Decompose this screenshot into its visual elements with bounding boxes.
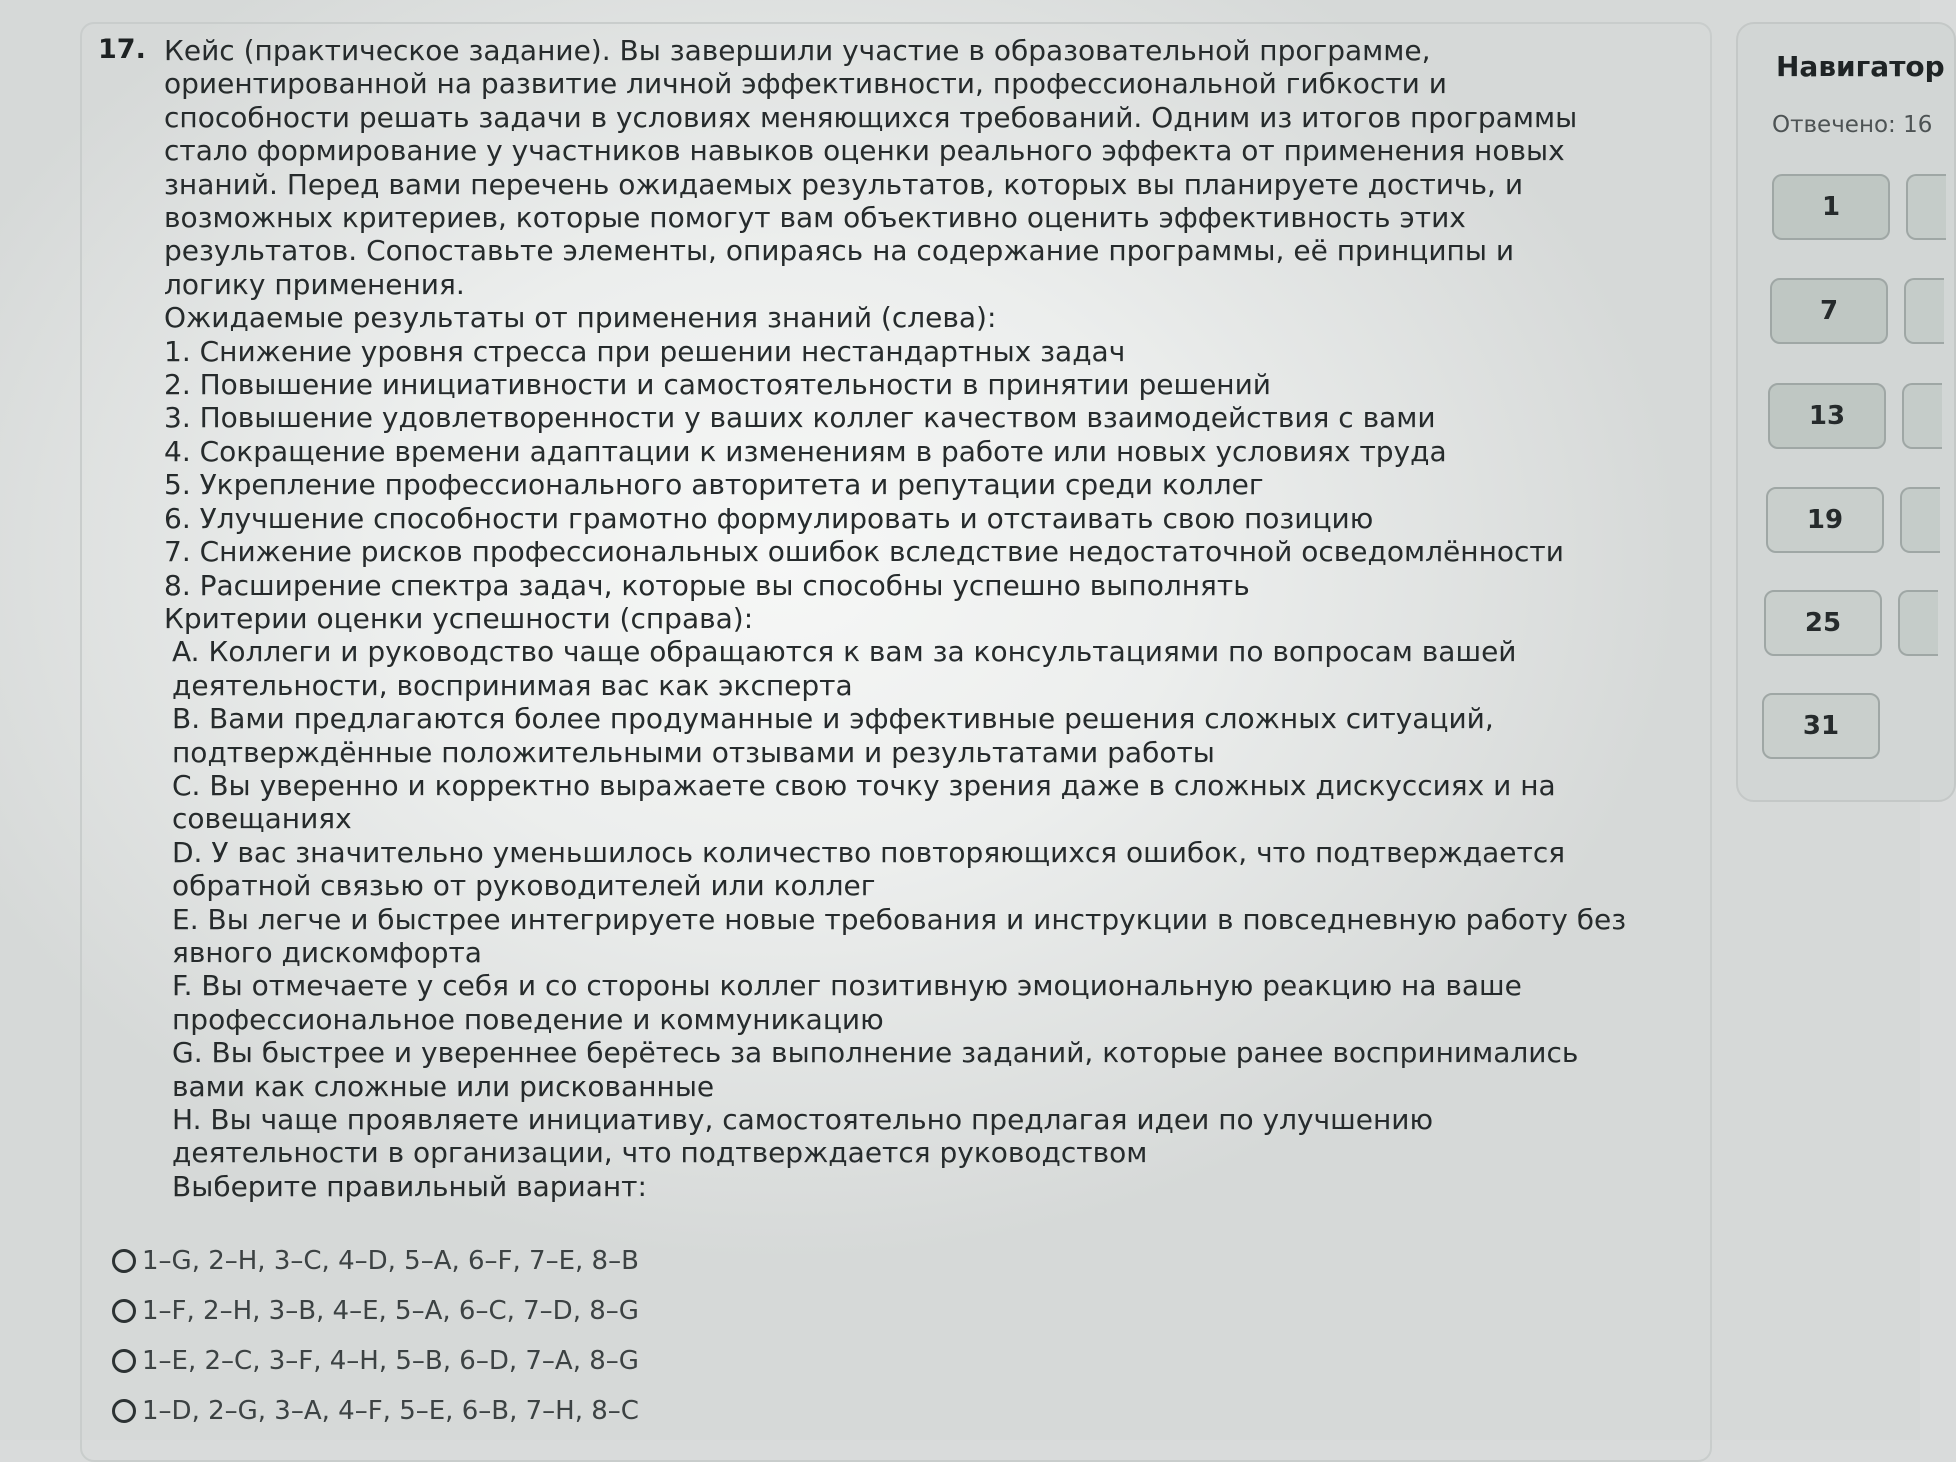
result-item: 3. Повышение удовлетворенности у ваших коллег качеством взаимодействия с вами	[164, 401, 1436, 435]
criterion-line: обратной связью от руководителей или коллег	[172, 869, 876, 903]
criterion-line: подтверждённые положительными отзывами и результатами работы	[172, 735, 1215, 769]
result-item: 7. Снижение рисков профессиональных ошибок вследствие недостаточной осведомлённости	[164, 535, 1564, 569]
criterion-item	[164, 969, 1704, 1036]
navigator-title: Навигатор	[1776, 50, 1945, 83]
radio-button[interactable]	[112, 1249, 136, 1273]
radio-button[interactable]	[112, 1299, 136, 1323]
criterion-item	[164, 836, 1704, 903]
nav-question-button[interactable]	[1904, 278, 1944, 344]
criterion-line: вами как сложные или рискованные	[172, 1069, 715, 1103]
criteria-list	[164, 635, 1704, 1170]
result-item: 1. Снижение уровня стресса при решении нестандартных задач	[164, 334, 1126, 368]
criterion-line: E. Вы легче и быстрее интегрируете новые требования и инструкции в повседневную работу без	[172, 902, 1627, 936]
intro-line: Кейс (практическое задание). Вы завершили участие в образовательной программе,	[164, 34, 1431, 67]
criterion-item	[164, 903, 1704, 970]
criterion-line: явного дискомфорта	[172, 935, 482, 969]
option-label: 1–E, 2–C, 3–F, 4–H, 5–B, 6–D, 7–A, 8–G	[142, 1346, 639, 1376]
nav-question-button[interactable]	[1906, 174, 1946, 240]
intro-line: ориентированной на развитие личной эффективности, профессиональной гибкости и	[164, 67, 1447, 101]
criterion-item	[164, 1103, 1704, 1170]
result-item: 8. Расширение спектра задач, которые вы способны успешно выполнять	[164, 568, 1250, 602]
results-heading: Ожидаемые результаты от применения знаний (слева):	[164, 301, 997, 335]
question-body	[164, 34, 1704, 1203]
question-intro	[164, 34, 1704, 301]
criterion-line: B. Вами предлагаются более продуманные и эффективные решения сложных ситуаций,	[172, 702, 1494, 736]
intro-line: результатов. Сопоставьте элементы, опираясь на содержание программы, её принципы и	[164, 234, 1515, 268]
result-item: 6. Улучшение способности грамотно формулировать и отстаивать свою позицию	[164, 501, 1374, 535]
criterion-item	[164, 1036, 1704, 1103]
answer-option-3[interactable]	[112, 1336, 639, 1386]
criterion-line: F. Вы отмечаете у себя и со стороны коллег позитивную эмоциональную реакцию на ваше	[172, 969, 1522, 1003]
answered-count: Отвечено: 16	[1772, 112, 1933, 138]
criterion-line: H. Вы чаще проявляете инициативу, самостоятельно предлагая идеи по улучшению	[172, 1103, 1434, 1136]
intro-line: логику применения.	[164, 267, 465, 301]
option-label: 1–G, 2–H, 3–C, 4–D, 5–A, 6–F, 7–E, 8–B	[142, 1246, 639, 1276]
intro-line: способности решать задачи в условиях меняющихся требований. Одним из итогов программы	[164, 100, 1578, 134]
criterion-line: деятельности, воспринимая вас как эксперта	[172, 668, 853, 702]
criterion-line: G. Вы быстрее и увереннее берётесь за выполнение заданий, которые ранее воспринимались	[172, 1036, 1579, 1070]
result-item: 2. Повышение инициативности и самостоятельности в принятии решений	[164, 368, 1271, 402]
nav-question-button[interactable]	[1900, 487, 1940, 553]
intro-line: знаний. Перед вами перечень ожидаемых результатов, которых вы планируете достичь, и	[164, 167, 1524, 201]
criterion-item	[164, 635, 1704, 702]
intro-line: стало формирование у участников навыков оценки реального эффекта от применения новых	[164, 134, 1565, 168]
nav-question-button[interactable]: 25	[1764, 590, 1882, 656]
question-number: 17.	[98, 34, 146, 65]
radio-button[interactable]	[112, 1399, 136, 1423]
results-list	[164, 335, 1704, 602]
answer-options	[112, 1236, 639, 1436]
criterion-item	[164, 769, 1704, 836]
answer-option-2[interactable]	[112, 1286, 639, 1336]
nav-question-button[interactable]: 19	[1766, 487, 1884, 553]
criteria-heading: Критерии оценки успешности (справа):	[164, 601, 754, 635]
option-label: 1–F, 2–H, 3–B, 4–E, 5–A, 6–C, 7–D, 8–G	[142, 1296, 639, 1326]
answer-option-1[interactable]	[112, 1236, 639, 1286]
criterion-item	[164, 702, 1704, 769]
intro-line: возможных критериев, которые помогут вам объективно оценить эффективность этих	[164, 201, 1466, 235]
criterion-line: совещаниях	[172, 802, 352, 836]
nav-question-button[interactable]	[1902, 383, 1942, 449]
nav-question-button[interactable]: 7	[1770, 278, 1888, 344]
criterion-line: деятельности в организации, что подтверждается руководством	[172, 1136, 1148, 1170]
criterion-line: A. Коллеги и руководство чаще обращаются к вам за консультациями по вопросам вашей	[172, 635, 1517, 669]
nav-question-button[interactable]: 13	[1768, 383, 1886, 449]
criterion-line: D. У вас значительно уменьшилось количество повторяющихся ошибок, что подтверждается	[172, 835, 1566, 869]
radio-button[interactable]	[112, 1349, 136, 1373]
option-label: 1–D, 2–G, 3–A, 4–F, 5–E, 6–B, 7–H, 8–C	[142, 1396, 639, 1426]
criterion-line: профессиональное поведение и коммуникацию	[172, 1002, 884, 1036]
answer-option-4[interactable]	[112, 1386, 639, 1436]
criterion-line: C. Вы уверенно и корректно выражаете свою точку зрения даже в сложных дискуссиях и на	[172, 768, 1556, 802]
nav-question-button[interactable]: 31	[1762, 693, 1880, 759]
nav-question-button[interactable]	[1898, 590, 1938, 656]
nav-question-button[interactable]: 1	[1772, 174, 1890, 240]
result-item: 4. Сокращение времени адаптации к изменениям в работе или новых условиях труда	[164, 434, 1447, 468]
result-item: 5. Укрепление профессионального авторитета и репутации среди коллег	[164, 468, 1264, 502]
answer-prompt: Выберите правильный вариант:	[172, 1169, 647, 1203]
